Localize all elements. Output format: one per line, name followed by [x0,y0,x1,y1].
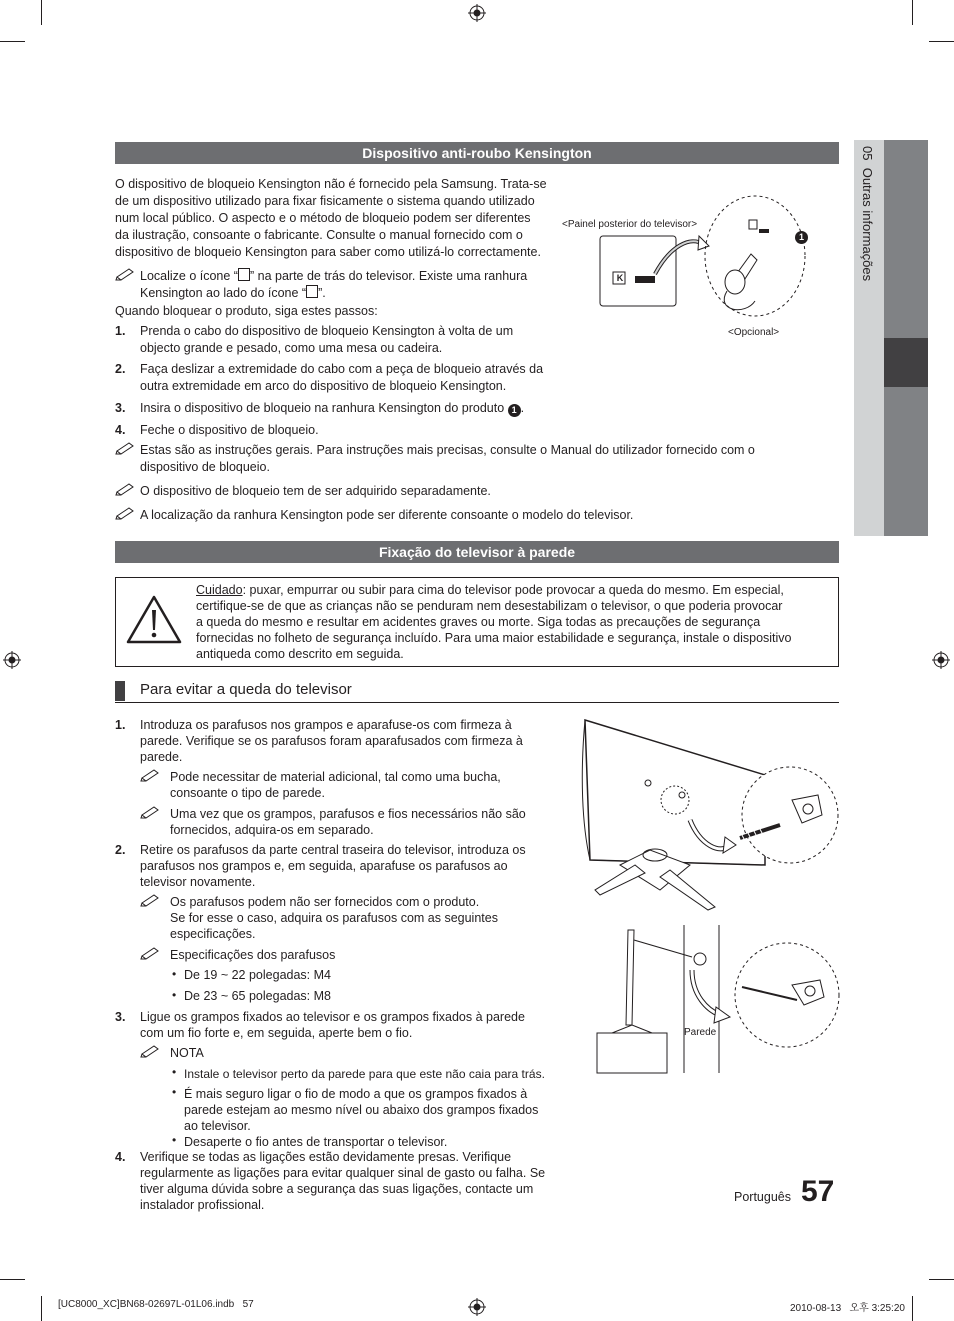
step-number: 2. [115,843,126,857]
pencil-note-icon [115,441,135,455]
chapter-number: 05 [860,146,875,161]
bullet: • [172,988,177,1002]
wall-label: Parede [684,1027,717,1038]
kensington-lock-illustration [595,186,825,326]
bullet: • [172,1133,177,1147]
step-text: outra extremidade em arco do dispositivo de bloqueio Kensington. [140,379,507,393]
section-title-kensington: Dispositivo anti-roubo Kensington [115,142,839,164]
note-text: Os parafusos podem não ser fornecidos com o produto. [170,895,480,909]
marker-1-icon: 1 [795,231,808,244]
step-number: 1. [115,324,126,338]
step-number: 3. [115,1010,126,1024]
note-text: Pode necessitar de material adicional, tal como uma bucha, [170,770,501,784]
note-kensington-icon: Localize o ícone “ ” na parte de trás do televisor. Existe uma ranhura [140,269,528,283]
pencil-note-icon [140,893,160,907]
intro-line: O dispositivo de bloqueio Kensington não é fornecido pela Samsung. Trata-se [115,177,547,191]
section-title-wall-mount: Fixação do televisor à parede [115,541,839,563]
subheading-marker [115,681,125,701]
intro-line: da ilustração, consoante o fabricante. Consulte o manual fornecido com o [115,228,523,242]
note-text: dispositivo de bloqueio. [140,460,270,474]
pencil-note-icon [140,805,160,819]
bullet: • [172,1065,177,1079]
tv-wall-cable-illustration [592,925,842,1075]
step-text: parafusos nos grampos e, em seguida, aparafuse os parafusos ao [140,859,508,873]
fig-label-optional: <Opcional> [728,327,780,338]
pencil-note-icon [140,1044,160,1058]
step-text: objecto grande e pesado, como uma mesa ou cadeira. [140,341,443,355]
page-number: 57 [801,1175,835,1208]
step-text: parede. [140,750,183,764]
footer-file: [UC8000_XC]BN68-02697L-01L06.indb 57 [58,1299,254,1310]
caution-text: fornecidas no folheto de segurança incluído. Para uma maior estabilidade e segurança, instale o dispositivo [196,631,792,645]
note-text: A localização da ranhura Kensington pode ser diferente consoante o modelo do televisor. [140,508,634,522]
note-text: especificações. [170,927,256,941]
side-tab-active [884,338,928,387]
tv-rear-bracket-illustration [580,715,840,915]
pencil-note-icon [115,506,135,520]
caution-text: a queda do mesmo e resultar em acidentes graves ou morte. Siga todas as precauções de segurança [196,615,761,629]
subheading-rule [115,702,839,703]
note-kensington-icon-2: Kensington ao lado do ícone “ ”. [140,286,326,300]
bullet-text: ao televisor. [184,1119,251,1133]
bullet-text: Desaperte o fio antes de transportar o televisor. [184,1135,448,1149]
note-text: fornecidos, adquira-os em separado. [170,823,374,837]
warning-triangle-icon [125,594,183,646]
fig-label-rear-panel: <Painel posterior do televisor> [562,219,698,230]
note-text: Estas são as instruções gerais. Para instruções mais precisas, consulte o Manual do utilizador fornecido com o [140,443,755,457]
bullet-text: De 19 ~ 22 polegadas: M4 [184,968,331,982]
bullet-text: De 23 ~ 65 polegadas: M8 [184,989,331,1003]
step-text: Retire os parafusos da parte central traseira do televisor, introduza os [140,843,526,857]
registration-mark-icon [468,1298,486,1316]
note-label: NOTA [170,1046,204,1060]
note-text: Uma vez que os grampos, parafusos e fios necessários não são [170,807,526,821]
step-text: Ligue os grampos fixados ao televisor e os grampos fixados à parede [140,1010,525,1024]
bullet-text: Instale o televisor perto da parede para que este não caia para trás. [184,1067,545,1081]
step-text: tiver alguma dúvida sobre a segurança das suas ligações, contacte um [140,1182,534,1196]
step-number: 4. [115,1150,126,1164]
bullet: • [172,1085,177,1099]
note-text: consoante o tipo de parede. [170,786,325,800]
side-tab-label [853,146,883,346]
registration-mark-icon [3,651,21,669]
footer-date: 2010-08-13 오후 3:25:20 [790,1303,905,1314]
crop-mark [912,0,913,25]
bullet-text: É mais seguro ligar o fio de modo a que os grampos fixados à [184,1087,528,1101]
step-text: Feche o dispositivo de bloqueio. [140,423,319,437]
step-text: Verifique se todas as ligações estão devidamente presas. Verifique [140,1150,512,1164]
note-text: O dispositivo de bloqueio tem de ser adquirido separadamente. [140,484,491,498]
subheading: Para evitar a queda do televisor [140,681,352,698]
step-text: parede. Verifique se os parafusos foram aparafusados com firmeza à [140,734,523,748]
marker-1-icon: 1 [508,404,521,417]
step-number: 4. [115,423,126,437]
intro-line: dispositivo de bloqueio Kensington para saber como utilizá-lo correctamente. [115,245,541,259]
step-text: instalador profissional. [140,1198,265,1212]
step-text: Introduza os parafusos nos grampos e aparafuse-os com firmeza à [140,718,512,732]
registration-mark-icon [932,651,950,669]
step-text: Faça deslizar a extremidade do cabo com a peça de bloqueio através da [140,362,544,376]
crop-mark [912,1296,913,1321]
note-text: Especificações dos parafusos [170,948,336,962]
registration-mark-icon [468,4,486,22]
steps-lead: Quando bloquear o produto, siga estes passos: [115,304,378,318]
kensington-k-label: K [616,273,624,283]
step-text: com um fio forte e, em seguida, aperte bem o fio. [140,1026,413,1040]
crop-mark [929,1279,954,1280]
bullet: • [172,967,177,981]
pencil-note-icon [140,946,160,960]
step-number: 3. [115,401,126,415]
intro-line: de um dispositivo utilizado para fixar fisicamente o sistema quando utilizado [115,194,535,208]
crop-mark [41,1296,42,1321]
step-text: televisor novamente. [140,875,256,889]
step-text: Insira o dispositivo de bloqueio na ranhura Kensington do produto 1 . [140,401,525,415]
kensington-icon [306,285,318,298]
pencil-note-icon [140,768,160,782]
kensington-icon [238,268,250,281]
note-text: Se for esse o caso, adquira os parafusos com as seguintes [170,911,498,925]
crop-mark [929,41,954,42]
crop-mark [0,1279,25,1280]
chapter-title: Outras informações [860,167,875,282]
caution-text: certifique-se de que as crianças não se penduram nem desestabilizam o televisor, o que poderia provocar [196,599,783,613]
caution-label: Cuidado [196,583,243,597]
step-number: 1. [115,718,126,732]
bullet-text: parede estejam ao mesmo nível ou abaixo dos grampos fixados [184,1103,539,1117]
intro-line: num local público. O aspecto e o método de bloqueio podem ser diferentes [115,211,531,225]
crop-mark [0,41,25,42]
footer-language: Português [734,1190,791,1204]
pencil-note-icon [115,267,135,281]
step-text: regularmente as ligações para evitar qualquer sinal de gasto ou falha. Se [140,1166,546,1180]
crop-mark [41,0,42,25]
step-text: Prenda o cabo do dispositivo de bloqueio Kensington à volta de um [140,324,514,338]
caution-text: Cuidado: puxar, empurrar ou subir para cima do televisor pode provocar a queda do mesmo. Em especial, [196,583,784,597]
caution-text: antiqueda como descrito em seguida. [196,647,404,661]
pencil-note-icon [115,482,135,496]
step-number: 2. [115,362,126,376]
